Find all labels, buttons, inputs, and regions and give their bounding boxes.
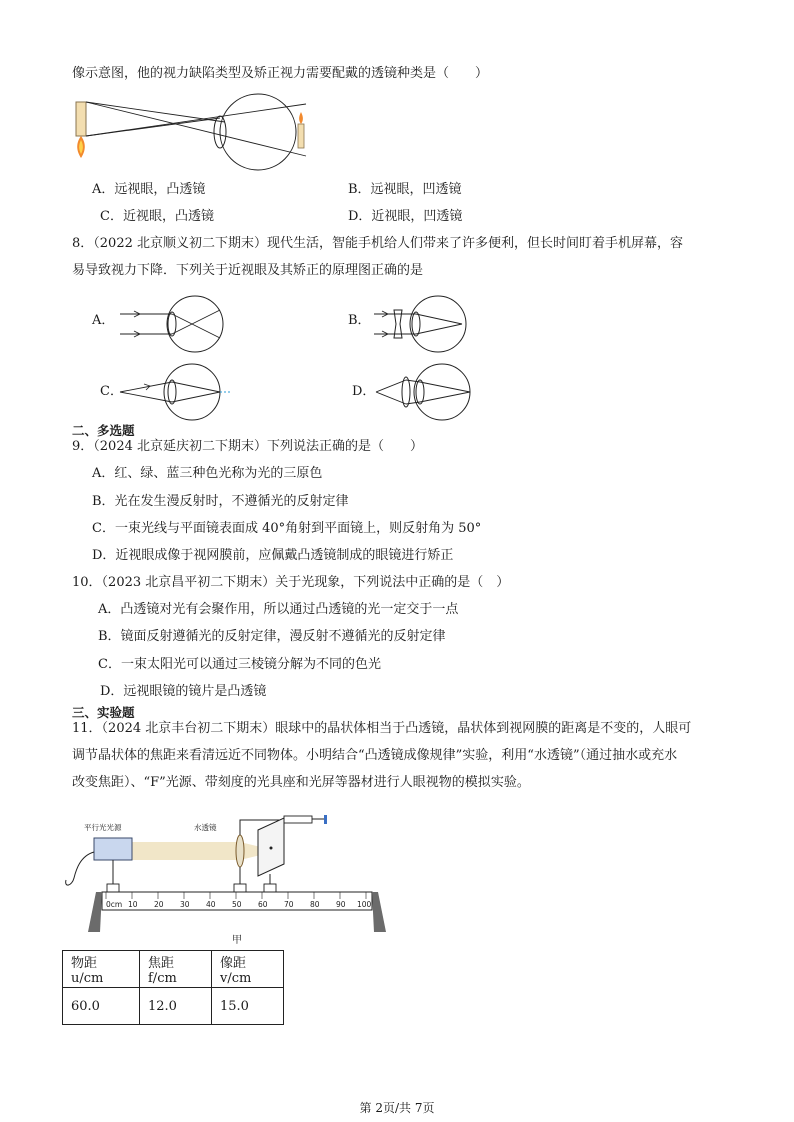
data-table xyxy=(62,950,284,1025)
q10-option-c: C．一束太阳光可以通过三棱镜分解为不同的色光 xyxy=(98,657,381,672)
q9-stem: 9．（2024 北京延庆初二下期末）下列说法正确的是（ ） xyxy=(72,439,423,454)
q8-diagram-label-c: C． xyxy=(100,384,123,399)
table-header-focal-length: 焦距 f/cm xyxy=(140,951,212,988)
q8-diagram-label-d: D． xyxy=(352,384,376,399)
q8-diagram-d xyxy=(376,362,486,422)
q9-option-b: B．光在发生漫反射时，不遵循光的反射定律 xyxy=(92,494,349,509)
table-header-row xyxy=(63,951,284,988)
q11-stem-line1: 11．（2024 北京丰台初二下期末）眼球中的晶状体相当于凸透镜，晶状体到视网膜的距离是不变的，人眼可 xyxy=(72,721,692,736)
table-header-object-distance: 物距 u/cm xyxy=(63,951,140,988)
q7-option-d: D．近视眼，凹透镜 xyxy=(348,209,463,224)
scale-tick-0: 0cm xyxy=(106,900,123,909)
q8-diagram-label-b: B． xyxy=(348,313,371,328)
table-cell-focal-length: 12.0 xyxy=(140,988,212,1025)
light-source-label: 平行光光源 xyxy=(84,823,122,832)
scale-tick-30: 30 xyxy=(180,900,190,909)
scale-tick-80: 80 xyxy=(310,900,320,909)
q7-eye-diagram xyxy=(70,96,310,176)
q7-option-b: B．远视眼，凹透镜 xyxy=(348,182,462,197)
q10-option-d: D．远视眼镜的镜片是凸透镜 xyxy=(100,684,267,699)
q8-diagram-label-a: A． xyxy=(92,313,115,328)
q8-stem-line2: 易导致视力下降．下列关于近视眼及其矫正的原理图正确的是 xyxy=(72,263,424,278)
figure-caption: 甲 xyxy=(232,935,242,946)
q8-stem-line1: 8．（2022 北京顺义初二下期末）现代生活，智能手机给人们带来了许多便利，但长时间盯着手机屏幕，容 xyxy=(72,236,683,251)
table-row xyxy=(63,988,284,1025)
q8-diagram-b xyxy=(374,294,474,354)
scale-tick-50: 50 xyxy=(232,900,242,909)
q9-option-c: C．一束光线与平面镜表面成 40°角射到平面镜上，则反射角为 50° xyxy=(92,521,482,536)
q11-stem-line2: 调节晶状体的焦距来看清远近不同物体。小明结合“凸透镜成像规律”实验，利用“水透镜”（通过抽水或充水 xyxy=(72,748,678,763)
scale-tick-70: 70 xyxy=(284,900,294,909)
scale-tick-10: 10 xyxy=(128,900,138,909)
q9-option-a: A．红、绿、蓝三种色光称为光的三原色 xyxy=(92,466,323,481)
q7-option-a: A．远视眼，凸透镜 xyxy=(92,182,206,197)
q11-stem-line3: 改变焦距）、“F”光源、带刻度的光具座和光屏等器材进行人眼视物的模拟实验。 xyxy=(72,775,530,790)
scale-tick-100: 100 xyxy=(357,900,372,909)
q8-diagram-a xyxy=(120,294,230,354)
optical-bench-figure xyxy=(62,808,392,938)
section-title-experiment: 三、实验题 xyxy=(72,705,135,720)
scale-tick-90: 90 xyxy=(336,900,346,909)
q10-stem: 10．（2023 北京昌平初二下期末）关于光现象，下列说法中正确的是（ ） xyxy=(72,575,510,590)
q10-option-b: B．镜面反射遵循光的反射定律，漫反射不遵循光的反射定律 xyxy=(98,629,446,644)
table-cell-object-distance: 60.0 xyxy=(63,988,140,1025)
q7-intro-text: 像示意图，他的视力缺陷类型及矫正视力需要配戴的透镜种类是（ ） xyxy=(72,66,489,81)
scale-tick-40: 40 xyxy=(206,900,216,909)
section-title-multiple-choice: 二、多选题 xyxy=(72,423,135,438)
page-footer: 第 2页/共 7页 xyxy=(359,1101,435,1115)
q8-diagram-c xyxy=(120,362,240,422)
scale-tick-20: 20 xyxy=(154,900,164,909)
q9-option-d: D．近视眼成像于视网膜前，应佩戴凸透镜制成的眼镜进行矫正 xyxy=(92,548,454,563)
water-lens-label: 水透镜 xyxy=(194,823,217,832)
table-cell-image-distance: 15.0 xyxy=(212,988,284,1025)
q7-option-c: C．近视眼，凸透镜 xyxy=(100,209,214,224)
table-header-image-distance: 像距 v/cm xyxy=(212,951,284,988)
q10-option-a: A．凸透镜对光有会聚作用，所以通过凸透镜的光一定交于一点 xyxy=(98,602,459,617)
scale-tick-60: 60 xyxy=(258,900,268,909)
